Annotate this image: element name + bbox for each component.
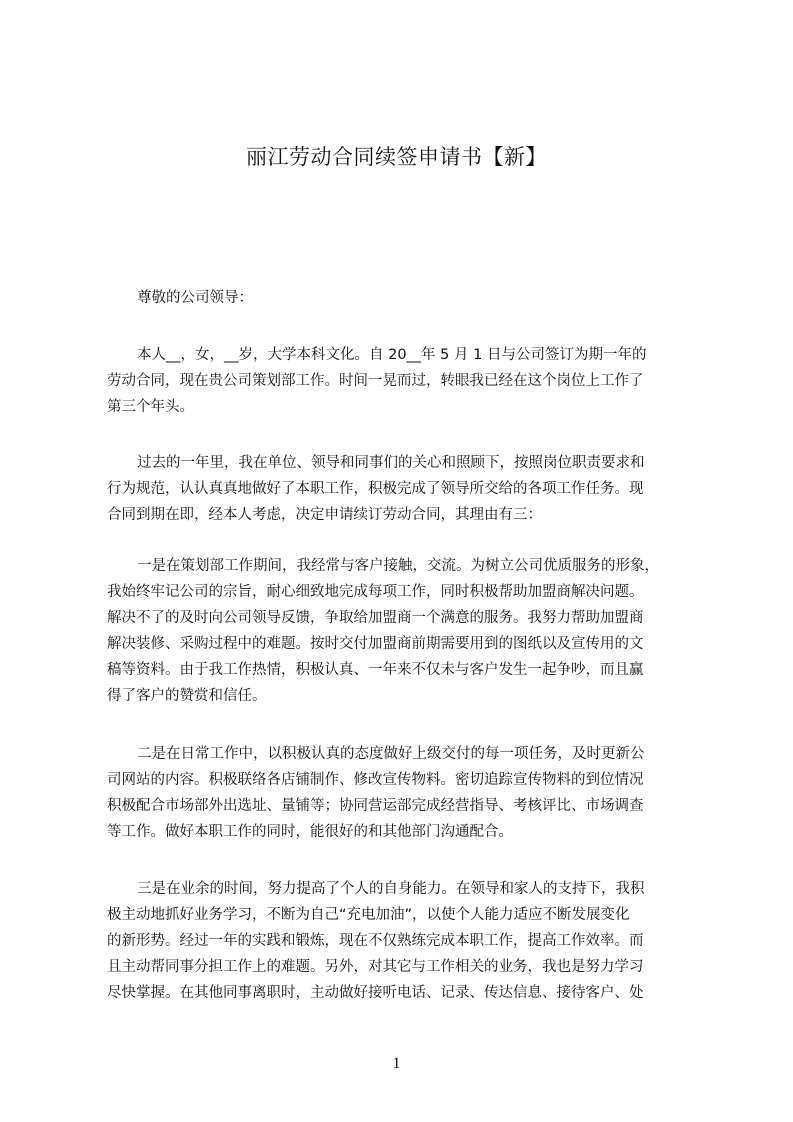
paragraph-line: 三是在业余的时间，努力提高了个人的自身能力。在领导和家人的支持下，我积: [137, 881, 645, 897]
paragraph-line: 稿等资料。由于我工作热情，积极认真、一年来不仅未与客户发生一起争吵，而且赢: [107, 662, 644, 678]
paragraph-line: 过去的一年里，我在单位、领导和同事们的关心和照顾下，按照岗位职责要求和: [137, 455, 645, 471]
salutation: 尊敬的公司领导：: [137, 290, 253, 306]
paragraph-line: 劳动合同，现在贵公司策划部工作。时间一晃而过，转眼我已经在这个岗位上工作了: [107, 373, 644, 389]
paragraph-line: 一是在策划部工作期间，我经常与客户接触，交流。为树立公司优质服务的形象，: [137, 558, 659, 574]
paragraph-line: 第三个年头。: [107, 399, 194, 415]
paragraph-line: 司网站的内容。积极联络各店铺制作、修改宣传物料。密切追踪宣传物料的到位情况: [107, 772, 644, 788]
paragraph-3: [107, 553, 705, 709]
paragraph-line: 我始终牢记公司的宗旨，耐心细致地完成每项工作，同时积极帮助加盟商解决问题。: [107, 584, 644, 600]
paragraph-line: 本人__，女，__岁，大学本科文化。自 20__年 5 月 1 日与公司签订为期一年的: [137, 347, 647, 363]
paragraph-line: 积极配合市场部外出选址、量铺等；协同营运部完成经营指导、考核评比、市场调查: [107, 798, 644, 814]
paragraph-line: 得了客户的赞赏和信任。: [107, 688, 267, 704]
paragraph-line: 解决装修、采购过程中的难题。按时交付加盟商前期需要用到的图纸以及宣传用的文: [107, 636, 644, 652]
paragraph-line: 解决不了的及时向公司领导反馈，争取给加盟商一个满意的服务。我努力帮助加盟商: [107, 610, 644, 626]
paragraph-2: [107, 450, 705, 528]
paragraph-1: [107, 342, 705, 420]
paragraph-line: 尽快掌握。在其他同事离职时，主动做好接听电话、记录、传达信息、接待客户、处: [107, 985, 644, 1001]
paragraph-4: [107, 741, 705, 845]
paragraph-line: 等工作。做好本职工作的同时，能很好的和其他部门沟通配合。: [107, 824, 513, 840]
paragraph-line: 的新形势。经过一年的实践和锻炼，现在不仅熟练完成本职工作，提高工作效率。而: [107, 933, 644, 949]
page-number: 1: [392, 1055, 401, 1072]
document-title: 丽江劳动合同续签申请书【新】: [246, 145, 547, 169]
paragraph-line: 极主动地抓好业务学习，不断为自己“充电加油”，以使个人能力适应不断发展变化: [107, 907, 630, 923]
paragraph-line: 且主动帮同事分担工作上的难题。另外，对其它与工作相关的业务，我也是努力学习: [107, 959, 644, 975]
paragraph-line: 二是在日常工作中，以积极认真的态度做好上级交付的每一项任务，及时更新公: [137, 746, 645, 762]
paragraph-line: 合同到期在即，经本人考虑，决定申请续订劳动合同，其理由有三：: [107, 507, 542, 523]
paragraph-line: 行为规范，认认真真地做好了本职工作，积极完成了领导所交给的各项工作任务。现: [107, 481, 644, 497]
paragraph-5: [107, 876, 705, 1006]
